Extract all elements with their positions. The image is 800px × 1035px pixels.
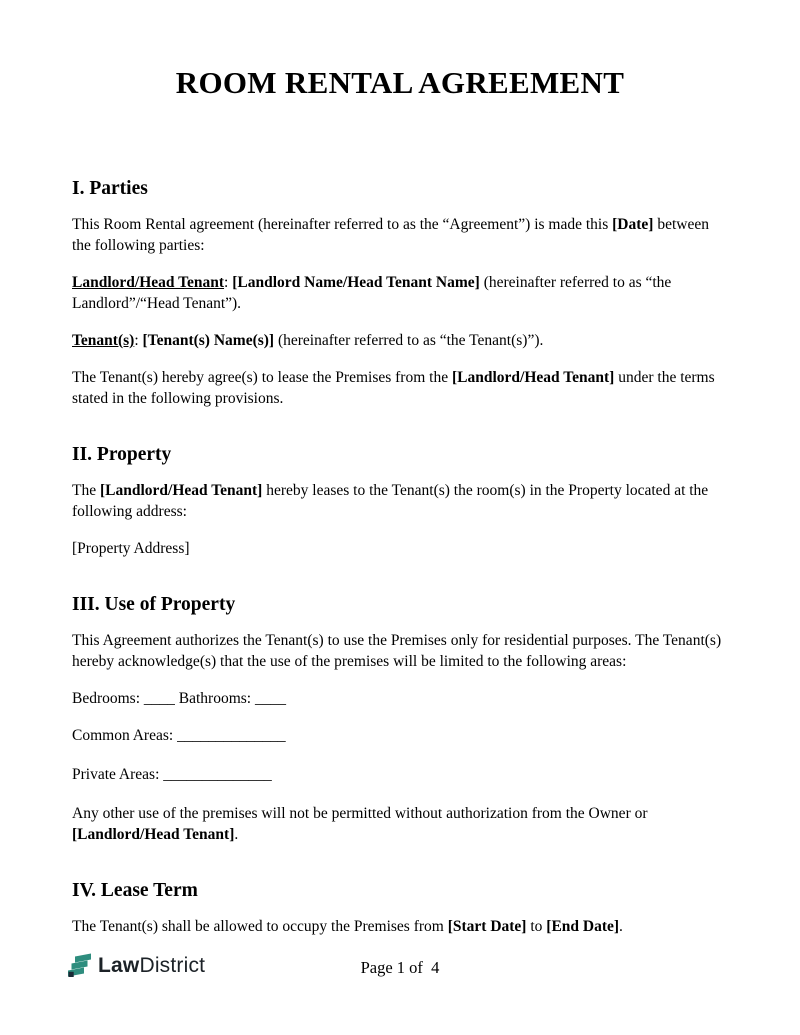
landlord-paragraph (72, 272, 728, 314)
end-date-placeholder: [End Date] (546, 918, 620, 935)
text-run: Any other use of the premises will not be permitted without authorization from the Owner or (72, 805, 652, 822)
landlord-ref-placeholder: [Landlord/Head Tenant] (451, 369, 615, 386)
bedrooms-label: Bedrooms: (72, 690, 144, 707)
text-run: The Tenant(s) shall be allowed to occupy the Premises from (72, 918, 448, 935)
date-placeholder: [Date] (612, 216, 654, 233)
agreement-paragraph (72, 367, 728, 409)
bathrooms-label: Bathrooms: (174, 690, 255, 707)
page-number: Page 1 of 4 (360, 958, 440, 977)
text-run: : (134, 332, 143, 349)
other-use-paragraph (72, 803, 728, 845)
section-lease-term-heading: IV. Lease Term (72, 880, 198, 901)
common-areas-blank-field: ______________ (177, 727, 286, 744)
property-lease-paragraph (72, 480, 728, 522)
landlord-ref-placeholder: [Landlord/Head Tenant] (99, 482, 263, 499)
text-run: This Agreement authorizes the Tenant(s) to use the Premises only for residential purposes. The Tenant(s) hereby acknowledge(s) that the use of the premises will be limited to the following areas: (72, 632, 725, 670)
landlord-label: Landlord/Head Tenant (72, 274, 225, 291)
private-areas-line (72, 764, 728, 785)
logo-text-law: Law (98, 953, 140, 977)
page-footer (0, 950, 800, 990)
document-title: ROOM RENTAL AGREEMENT (175, 65, 625, 100)
text-run: (hereinafter referred to as “the Landlord”/“Head Tenant”). (72, 274, 676, 312)
section-parties-heading: I. Parties (72, 178, 148, 199)
common-areas-label: Common Areas: (72, 727, 178, 744)
text-run: This Room Rental agreement (hereinafter referred to as the “Agreement”) is made this (72, 216, 613, 233)
text-run: The Tenant(s) hereby agree(s) to lease the Premises from the (72, 369, 452, 386)
private-areas-label: Private Areas: (72, 766, 164, 783)
text-run: under the terms stated in the following provisions. (72, 369, 719, 407)
text-run: (hereinafter referred to as “the Tenant(s)”). (274, 332, 544, 349)
text-run: between the following parties: (72, 216, 713, 254)
property-address-placeholder (72, 538, 728, 559)
text-run: : (224, 274, 233, 291)
document-content (72, 0, 728, 953)
parties-intro-paragraph (72, 214, 728, 256)
private-areas-blank-field: ______________ (163, 766, 272, 783)
start-date-placeholder: [Start Date] (447, 918, 527, 935)
landlord-ref-placeholder: [Landlord/Head Tenant] (72, 826, 235, 843)
tenant-label: Tenant(s) (72, 332, 135, 349)
section-property-heading: II. Property (72, 444, 172, 465)
bedrooms-bathrooms-line (72, 688, 728, 709)
tenant-name-placeholder: [Tenant(s) Name(s)] (142, 332, 275, 349)
logo-text-district: District (139, 953, 206, 977)
text-run: to (526, 918, 547, 935)
tenant-paragraph (72, 330, 728, 351)
text-run: hereby leases to the Tenant(s) the room(s) in the Property located at the following address: (72, 482, 713, 520)
text-run: The (72, 482, 100, 499)
landlord-name-placeholder: [Landlord Name/Head Tenant Name] (232, 274, 480, 291)
section-use-heading: III. Use of Property (72, 594, 236, 615)
lease-term-paragraph (72, 916, 728, 937)
bathrooms-blank-field: ____ (255, 690, 286, 707)
use-intro-paragraph (72, 630, 728, 672)
address-placeholder: [Property Address] (72, 540, 190, 557)
text-run: . (234, 826, 239, 843)
text-run: . (619, 918, 623, 935)
bedrooms-blank-field: ____ (143, 690, 175, 707)
common-areas-line (72, 725, 728, 746)
